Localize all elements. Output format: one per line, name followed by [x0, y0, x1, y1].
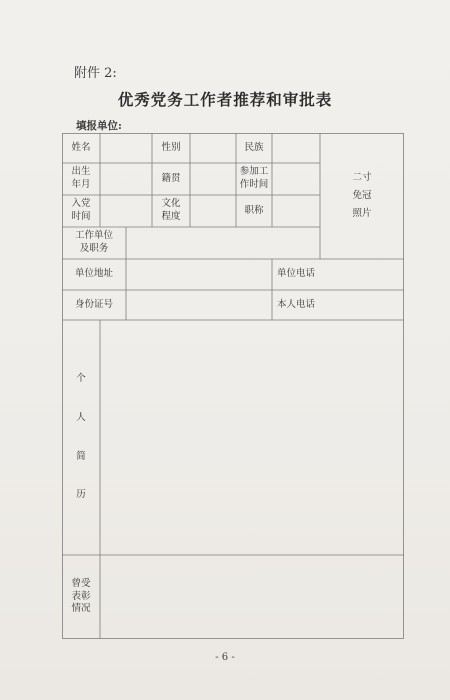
personal-phone-label: 本人电话 — [276, 298, 315, 310]
attachment-label: 附件 2: — [74, 66, 117, 81]
honors-label: 曾受 表彰 情况 — [71, 577, 91, 615]
education-label: 文化 程度 — [161, 198, 181, 222]
native-place-label: 籍贯 — [161, 172, 181, 184]
party-join-field[interactable] — [100, 195, 152, 227]
resume-char: 个 — [76, 372, 86, 384]
ethnicity-field[interactable] — [272, 133, 320, 163]
birth-field[interactable] — [100, 163, 152, 195]
work-phone-label: 单位电话 — [276, 268, 315, 280]
workplace-field[interactable] — [126, 227, 320, 259]
page-number: - 6 - — [215, 652, 235, 663]
personal-phone-field[interactable] — [320, 290, 404, 320]
resume-field[interactable] — [100, 320, 404, 555]
gender-field[interactable] — [190, 133, 236, 163]
org-label: 填报单位: — [76, 120, 122, 132]
resume-char: 历 — [76, 489, 86, 501]
resume-char: 简 — [76, 450, 86, 462]
address-field[interactable] — [126, 259, 272, 290]
resume-char: 人 — [76, 411, 86, 423]
ethnicity-label: 民族 — [244, 141, 264, 153]
native-place-field[interactable] — [190, 163, 236, 195]
education-field[interactable] — [190, 195, 236, 227]
name-label: 姓名 — [71, 141, 91, 153]
photo-placeholder[interactable]: 二寸 免冠 照片 — [352, 171, 372, 220]
resume-label — [62, 320, 100, 555]
gender-label: 性别 — [161, 141, 181, 153]
form-title: 优秀党务工作者推荐和审批表 — [117, 90, 333, 109]
recommendation-form — [62, 133, 404, 639]
id-number-field[interactable] — [126, 290, 272, 320]
title-field[interactable] — [272, 195, 320, 227]
party-join-label: 入党 时间 — [71, 198, 91, 222]
name-field[interactable] — [100, 133, 152, 163]
id-number-label: 身份证号 — [74, 298, 113, 310]
workplace-label: 工作单位 及职务 — [74, 230, 113, 254]
honors-field[interactable] — [100, 555, 404, 639]
work-start-field[interactable] — [272, 163, 320, 195]
work-start-label: 参加工 作时间 — [239, 166, 269, 190]
birth-label: 出生 年月 — [71, 166, 91, 190]
title-label: 职称 — [244, 204, 264, 216]
address-label: 单位地址 — [74, 268, 113, 280]
work-phone-field[interactable] — [320, 259, 404, 290]
